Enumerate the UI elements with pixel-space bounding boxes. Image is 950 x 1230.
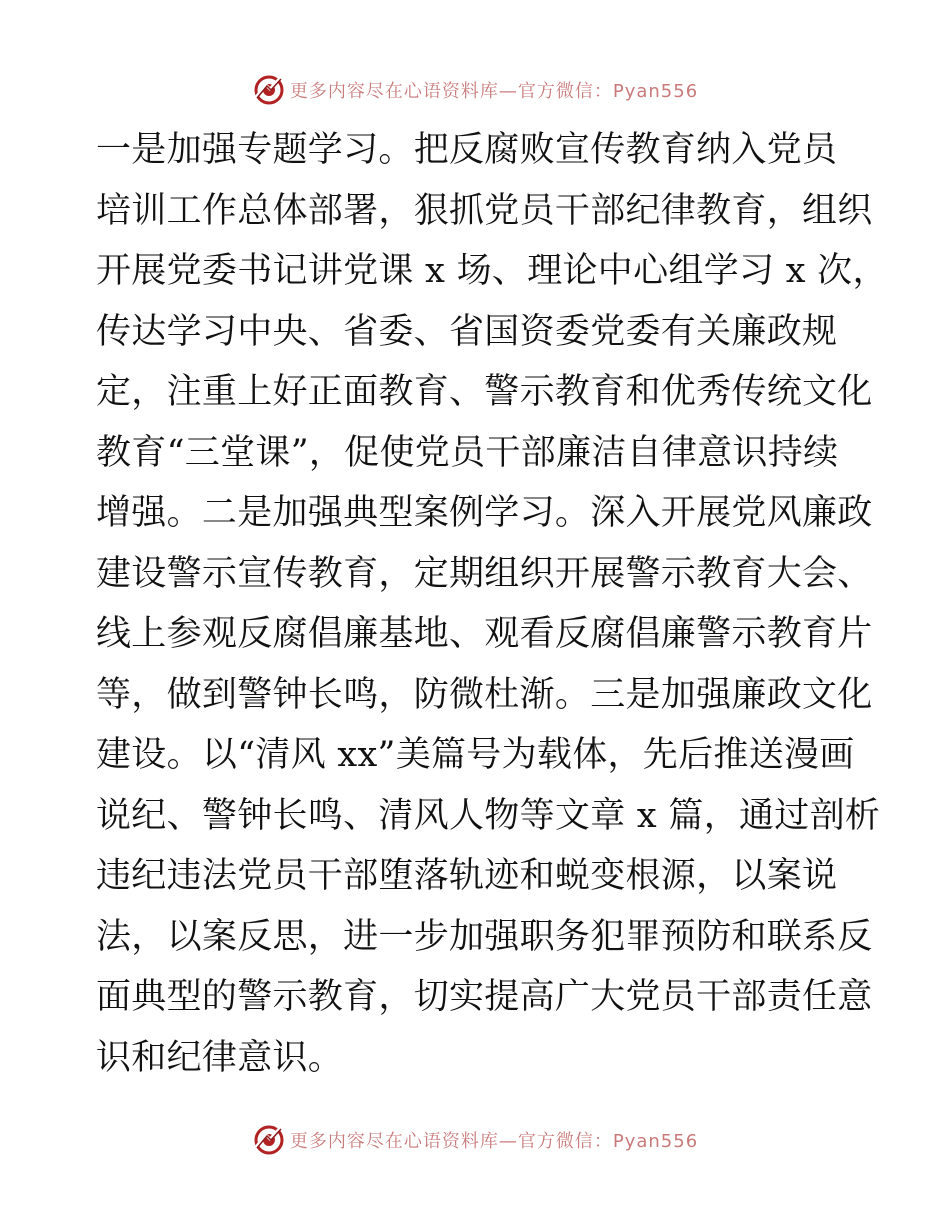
text-line: 线上参观反腐倡廉基地、观看反腐倡廉警示教育片 (96, 614, 873, 654)
text-line: 违纪违法党员干部堕落轨迹和蜕变根源，以案说 (96, 856, 838, 896)
text-line: 法，以案反思，进一步加强职务犯罪预防和联系反 (96, 916, 873, 957)
watermark-text: 更多内容尽在心语资料库—官方微信：Pyan556 (289, 1131, 699, 1152)
text-line: 识和纪律意识。 (96, 1037, 344, 1078)
header-watermark (0, 72, 950, 108)
text-line: 建设。以“清风 xx”美篇号为载体，先后推送漫画 (96, 735, 855, 775)
text-line: 面典型的警示教育，切实提高广大党员干部责任意 (96, 977, 873, 1017)
text-line: 开展党委书记讲党课 x 场、理论中心组学习 x 次， (96, 251, 888, 291)
text-line: 定，注重上好正面教育、警示教育和优秀传统文化 (96, 372, 873, 412)
text-line: 一是加强专题学习。把反腐败宣传教育纳入党员 (96, 130, 838, 170)
logo-icon (252, 73, 286, 107)
document-body (96, 120, 888, 1088)
text-line: 传达学习中央、省委、省国资委党委有关廉政规 (96, 311, 838, 352)
text-line: 培训工作总体部署，狠抓党员干部纪律教育，组织 (96, 190, 873, 231)
logo-icon (252, 1123, 286, 1157)
text-line: 增强。二是加强典型案例学习。深入开展党风廉政 (96, 493, 873, 533)
footer-watermark (0, 1122, 950, 1158)
text-line: 说纪、警钟长鸣、清风人物等文章 x 篇，通过剖析 (96, 795, 881, 836)
text-line: 教育“三堂课”，促使党员干部廉洁自律意识持续 (96, 432, 839, 473)
watermark-text: 更多内容尽在心语资料库—官方微信：Pyan556 (289, 81, 699, 102)
text-line: 等，做到警钟长鸣，防微杜渐。三是加强廉政文化 (96, 674, 873, 715)
text-line: 建设警示宣传教育，定期组织开展警示教育大会、 (96, 553, 873, 594)
